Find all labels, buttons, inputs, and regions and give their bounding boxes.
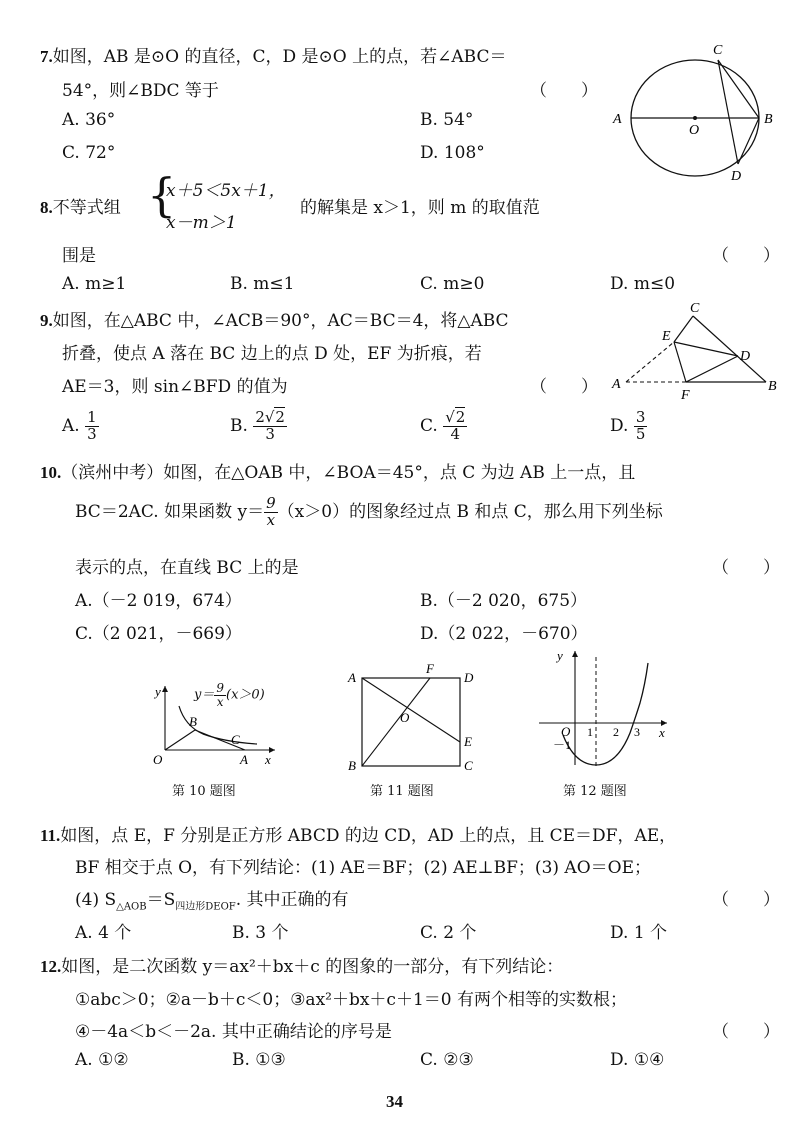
fig10-caption: 第 10 题图 <box>172 784 236 799</box>
q9-label-d: D <box>740 349 751 364</box>
q10-line2 <box>75 496 663 529</box>
q9-option-d-letter: D. <box>610 415 629 436</box>
q7-option-a: A. 36° <box>62 110 116 130</box>
q11-answer-paren: （ ） <box>712 890 780 910</box>
fig10-label-y: y <box>155 684 161 699</box>
q10-frac-den: x <box>266 510 276 529</box>
q7-answer-paren: （ ） <box>530 81 598 101</box>
fig11-label-d: D <box>464 670 474 685</box>
q9-option-a-num: 1 <box>87 408 97 426</box>
q10-line3: 表示的点，在直线 BC 上的是 <box>75 558 299 578</box>
q11-text-1: 如图，点 E，F 分别是正方形 ABCD 的边 CD，AD 上的点，且 CE＝DF，AE， <box>60 826 677 846</box>
q11-text-3a: (4) S <box>75 890 117 910</box>
q9-option-c-letter: C. <box>420 415 438 436</box>
q9-label-b: B <box>768 379 777 394</box>
q9-line3: AE＝3，则 sin∠BFD 的值为 <box>62 377 288 397</box>
q9-option-c-rad: 2 <box>455 408 466 426</box>
fig11-label-a: A <box>348 670 356 685</box>
q7-number: 7. <box>40 47 53 66</box>
q11-line2: BF 相交于点 O，有下列结论：(1) AE＝BF；(2) AE⊥BF；(3) AO＝OE； <box>75 858 651 878</box>
q9-option-a <box>62 410 99 443</box>
fig11-label-f: F <box>426 661 434 676</box>
q10-option-b: B.（－2 020，675） <box>420 591 588 611</box>
q9-number: 9. <box>40 311 53 330</box>
q7-option-c: C. 72° <box>62 143 116 163</box>
page-number: 34 <box>386 1092 403 1111</box>
q9-line2: 折叠，使点 A 落在 BC 边上的点 D 处，EF 为折痕，若 <box>62 344 482 364</box>
q9-line1 <box>40 306 509 331</box>
q11-option-c: C. 2 个 <box>420 923 477 943</box>
q8-system-1: x＋5＜5x＋1， <box>166 181 286 201</box>
fig11-label-b: B <box>348 758 356 773</box>
q11-option-d: D. 1 个 <box>610 923 668 943</box>
fig12-label-2: 2 <box>613 725 619 739</box>
q12-answer-paren: （ ） <box>712 1022 780 1042</box>
q11-text-3c: . 其中正确的有 <box>235 890 349 910</box>
q11-line3 <box>75 885 349 912</box>
q10-option-a: A.（－2 019，674） <box>75 591 242 611</box>
q10-option-d: D.（2 022，－670） <box>420 624 588 644</box>
fig11-label-c: C <box>464 758 473 773</box>
q11-sub-1: △AOB <box>116 901 147 913</box>
fig10-label-a: A <box>240 752 248 767</box>
q8-line1 <box>40 193 121 218</box>
fig10-func-post: (x＞0) <box>226 687 265 703</box>
fig10-label-b: B <box>189 714 197 729</box>
q8-brace: { <box>147 168 177 222</box>
q7-line2: 54°，则∠BDC 等于 <box>62 81 219 101</box>
q12-option-b: B. ①③ <box>232 1050 286 1070</box>
fig10-func-den: x <box>216 694 224 709</box>
q9-option-a-letter: A. <box>62 415 80 436</box>
fig12-caption: 第 12 题图 <box>563 784 627 799</box>
q10-text-1: （滨州中考）如图，在△OAB 中，∠BOA＝45°，点 C 为边 AB 上一点，且 <box>61 463 636 483</box>
fig12-label-x: x <box>659 725 665 740</box>
q9-option-b-letter: B. <box>230 415 248 436</box>
q11-option-a: A. 4 个 <box>75 923 132 943</box>
fig10-func-num: 9 <box>216 681 224 695</box>
fig12-label-3: 3 <box>634 725 640 739</box>
q12-line2: ①abc＞0；②a－b＋c＜0；③ax²＋bx＋c＋1＝0 有两个相等的实数根； <box>75 990 627 1010</box>
q8-line2: 围是 <box>62 246 96 266</box>
q8-system-2: x－m＞1 <box>166 213 237 233</box>
q11-option-b: B. 3 个 <box>232 923 289 943</box>
q10-answer-paren: （ ） <box>712 558 780 578</box>
q11-sub-2: 四边形DEOF <box>175 901 236 913</box>
q8-pre: 不等式组 <box>52 198 121 218</box>
q10-line1 <box>40 458 635 483</box>
q7-label-a: A <box>613 112 622 127</box>
q9-label-a: A <box>612 377 621 392</box>
q9-option-c-den: 4 <box>450 424 461 443</box>
q9-label-c: C <box>690 301 700 316</box>
fig12-label-neg1: －1 <box>553 738 572 752</box>
q12-number: 12. <box>40 957 62 976</box>
q11-text-3b: ＝S <box>146 890 176 910</box>
q10-option-c: C.（2 021，－669） <box>75 624 242 644</box>
q12-text-1: 如图，是二次函数 y＝ax²＋bx＋c 的图象的一部分，有下列结论： <box>61 957 564 977</box>
q12-option-d: D. ①④ <box>610 1050 665 1070</box>
q8-option-b: B. m≤1 <box>230 274 295 294</box>
fig12-label-1: 1 <box>587 725 593 739</box>
fig12-parabola <box>535 645 675 775</box>
fig11-label-e: E <box>464 734 472 749</box>
q7-text-1: 如图，AB 是⊙O 的直径，C，D 是⊙O 上的点，若∠ABC＝ <box>52 47 507 67</box>
q7-label-c: C <box>713 43 723 58</box>
q8-number: 8. <box>40 198 53 217</box>
q12-line3: ④－4a＜b＜－2a. 其中正确结论的序号是 <box>75 1022 392 1042</box>
q8-option-c: C. m≥0 <box>420 274 485 294</box>
q9-option-b: B. $\frac{2√2}{3}$ <box>230 408 285 443</box>
q7-option-b: B. 54° <box>420 110 474 130</box>
fig10-label-c: C <box>231 732 240 747</box>
q12-line1 <box>40 952 563 977</box>
q9-option-c: C. $\frac{√2}{4}$ <box>420 408 466 443</box>
q9-label-e: E <box>662 329 671 344</box>
q11-number: 11. <box>40 826 61 845</box>
q9-answer-paren: （ ） <box>530 377 598 397</box>
fig11-label-o: O <box>400 710 410 725</box>
q9-option-b-rad: 2 <box>275 408 285 426</box>
q10-text-2a: BC＝2AC. 如果函数 y＝ <box>75 501 265 522</box>
q9-option-d-num: 3 <box>635 408 646 426</box>
q7-circle-figure <box>605 38 785 188</box>
fig11-square <box>340 660 480 775</box>
q7-label-b: B <box>764 112 773 127</box>
q7-line1 <box>40 42 506 67</box>
q7-label-o: O <box>689 123 700 138</box>
fig10-func-pre: y＝ <box>194 687 215 703</box>
fig12-label-o: O <box>561 724 571 739</box>
q11-line1 <box>40 821 676 846</box>
q9-option-d <box>610 410 647 443</box>
q9-option-b-coef: 2 <box>255 408 265 426</box>
q8-option-a: A. m≥1 <box>62 274 127 294</box>
q9-text-1: 如图，在△ABC 中，∠ACB＝90°，AC＝BC＝4，将△ABC <box>52 311 509 331</box>
q7-option-d: D. 108° <box>420 143 485 163</box>
q8-answer-paren: （ ） <box>712 246 780 266</box>
fig12-label-y: y <box>557 648 563 663</box>
q12-option-a: A. ①② <box>75 1050 129 1070</box>
fig10-function-label <box>194 682 265 708</box>
q8-post: 的解集是 x＞1，则 m 的取值范 <box>300 198 540 218</box>
fig11-caption: 第 11 题图 <box>370 784 434 799</box>
q12-option-c: C. ②③ <box>420 1050 474 1070</box>
fig10-label-o: O <box>153 752 163 767</box>
q10-number: 10. <box>40 463 62 482</box>
q9-option-b-den: 3 <box>265 424 275 443</box>
q9-triangle-figure <box>608 300 788 405</box>
q10-text-2b: （x＞0）的图象经过点 B 和点 C，那么用下列坐标 <box>277 501 663 522</box>
q9-option-a-den: 3 <box>87 424 97 443</box>
q7-label-d: D <box>731 169 742 184</box>
q9-label-f: F <box>681 388 690 403</box>
q9-option-d-den: 5 <box>635 424 646 443</box>
fig10-label-x: x <box>265 752 271 767</box>
q10-frac-num: 9 <box>266 494 276 512</box>
q8-option-d: D. m≤0 <box>610 274 676 294</box>
